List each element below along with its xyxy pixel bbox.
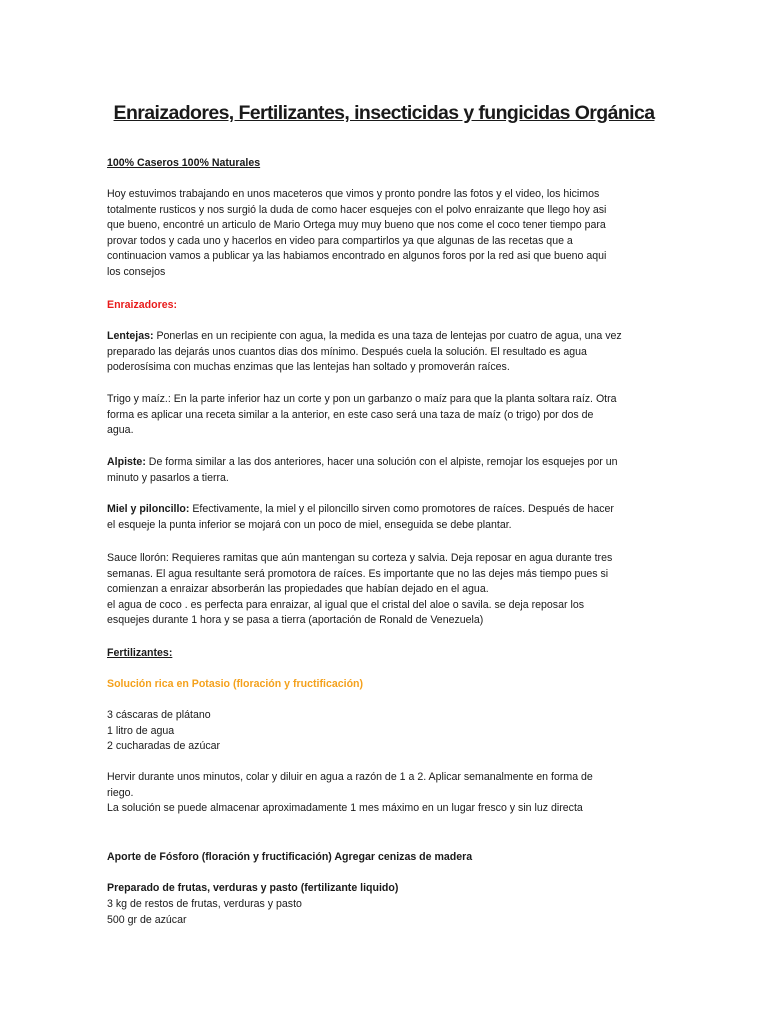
lentejas-label: Lentejas:: [107, 330, 154, 342]
miel-text: Efectivamente, la miel y el piloncillo sirven como promotores de raíces. Después de hacer: [189, 503, 614, 515]
sauce-line: semanas. El agua resultante será promotora de raíces. Es importante que no las dejes más tiempo pues si: [107, 567, 609, 580]
alpiste-paragraph: [107, 455, 663, 486]
trigo-paragraph: [107, 392, 663, 439]
enraizadores-heading: Enraizadores:: [107, 299, 178, 311]
intro-paragraph: [107, 187, 663, 281]
fosforo-heading: Aporte de Fósforo (floración y fructificación) Agregar cenizas de madera: [107, 851, 473, 863]
preparado-item: 500 gr de azúcar: [107, 913, 187, 926]
intro-line: continuacion vamos a publicar ya las habiamos encontrado en algunos foros por la red asi que bueno aqui: [107, 250, 607, 263]
step-line: Hervir durante unos minutos, colar y diluir en agua a razón de 1 a 2. Aplicar semanalmente en forma de: [107, 771, 593, 783]
document-title: Enraizadores, Fertilizantes, insecticidas y fungicidas Orgánica: [113, 102, 655, 124]
preparado-items: [107, 897, 663, 928]
sauce-paragraph: [107, 551, 663, 629]
intro-line: provar todos y cada uno y hacerlos en video para compartirlos ya que algunas de las recetas que a: [107, 234, 573, 247]
trigo-line: Trigo y maíz.: En la parte inferior haz un corte y pon un garbanzo o maíz para que la planta soltara raíz. Otra: [107, 393, 617, 405]
lentejas-line: poderosísima con muchas enzimas que las lentejas han soltado y promoverán raíces.: [107, 361, 510, 374]
miel-paragraph: [107, 502, 663, 533]
miel-label: Miel y piloncillo:: [107, 503, 190, 515]
ingredient-item: 1 litro de agua: [107, 724, 175, 737]
preparado-item: 3 kg de restos de frutas, verduras y pasto: [107, 898, 302, 910]
potasio-steps: [107, 770, 663, 817]
alpiste-line: minuto y pasarlos a tierra.: [107, 471, 229, 484]
intro-line: que bueno, encontré un articulo de Mario Ortega muy muy bueno que nos come el coco tener tiempo para: [107, 219, 606, 232]
potasio-ingredients: [107, 708, 663, 755]
lentejas-line: preparado las dejarás unos cuantos dias dos mínimo. Después cuela la solución. El resultado es agua: [107, 345, 587, 358]
alpiste-label: Alpiste:: [107, 456, 146, 468]
sauce-line: esquejes durante 1 hora y se pasa a tierra (aportación de Ronald de Venezuela): [107, 614, 484, 627]
trigo-line: agua.: [107, 424, 134, 437]
step-line: riego.: [107, 786, 134, 799]
preparado-heading: Preparado de frutas, verduras y pasto (fertilizante liquido): [107, 882, 399, 894]
subtitle: 100% Caseros 100% Naturales: [107, 157, 261, 169]
sauce-line: comienzan a enraizar absorberán las propiedades que habían dejado en el agua.: [107, 583, 489, 596]
intro-line: Hoy estuvimos trabajando en unos maceteros que vimos y pronto pondre las fotos y el video, los hicimos: [107, 188, 600, 200]
sauce-line: Sauce llorón: Requieres ramitas que aún mantengan su corteza y salvia. Deja reposar en agua durante tres: [107, 552, 613, 564]
intro-line: los consejos: [107, 265, 166, 278]
miel-line: el esqueje la punta inferior se mojará con un poco de miel, enseguida se debe plantar.: [107, 518, 512, 531]
trigo-line: forma es aplicar una receta similar a la anterior, en este caso será una taza de maíz (o trigo) por dos de: [107, 408, 594, 421]
ingredient-item: 3 cáscaras de plátano: [107, 709, 211, 721]
intro-line: totalmente rusticos y nos surgió la duda de como hacer esquejes con el polvo enraizante que llego hoy asi: [107, 203, 607, 216]
alpiste-text: De forma similar a las dos anteriores, hacer una solución con el alpiste, remojar los esquejes por un: [145, 456, 618, 468]
potasio-heading: Solución rica en Potasio (floración y fructificación): [107, 678, 364, 690]
sauce-line: el agua de coco . es perfecta para enraizar, al igual que el cristal del aloe o savila. se deja reposar los: [107, 598, 585, 611]
lentejas-paragraph: [107, 329, 663, 376]
ingredient-item: 2 cucharadas de azúcar: [107, 740, 221, 753]
fertilizantes-heading: Fertilizantes:: [107, 647, 173, 659]
step-line: La solución se puede almacenar aproximadamente 1 mes máximo en un lugar fresco y sin luz directa: [107, 802, 583, 815]
lentejas-text: Ponerlas en un recipiente con agua, la medida es una taza de lentejas por cuatro de agua, una vez: [153, 330, 622, 342]
